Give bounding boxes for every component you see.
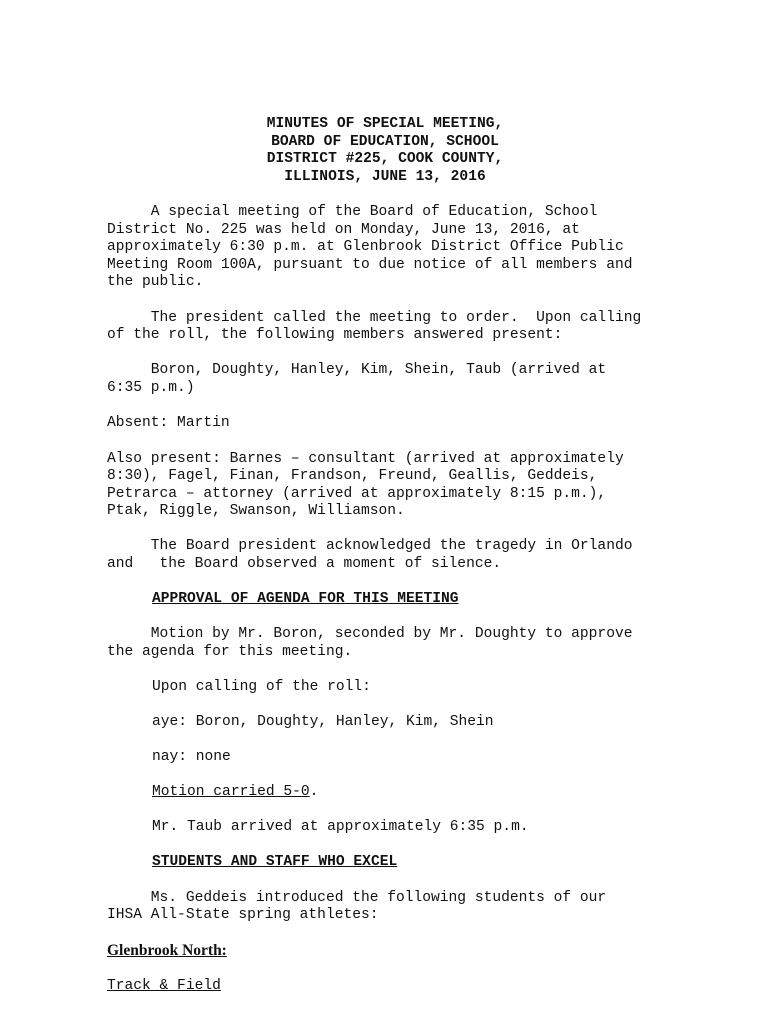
intro-line-2: District No. 225 was held on Monday, June 13, 2016, at bbox=[107, 222, 580, 238]
call-to-order-line-1: The president called the meeting to order. Upon calling bbox=[107, 310, 642, 326]
intro-line-5: the public. bbox=[107, 274, 204, 290]
taub-arrival-line: Mr. Taub arrived at approximately 6:35 p.m. bbox=[152, 819, 529, 835]
motion-result bbox=[152, 784, 318, 802]
intro-line-3: approximately 6:30 p.m. at Glenbrook District Office Public bbox=[107, 239, 624, 255]
orlando-line-1: The Board president acknowledged the tragedy in Orlando bbox=[107, 538, 633, 554]
present-line-2: 6:35 p.m.) bbox=[107, 380, 195, 396]
document-title bbox=[0, 116, 770, 186]
title-line-4: ILLINOIS, JUNE 13, 2016 bbox=[284, 168, 486, 185]
motion-result-period: . bbox=[309, 784, 319, 800]
also-present-line-3: Petrarca – attorney (arrived at approximately 8:15 p.m.), bbox=[107, 486, 607, 502]
agenda-section-heading: APPROVAL OF AGENDA FOR THIS MEETING bbox=[152, 591, 459, 607]
motion-line-1: Motion by Mr. Boron, seconded by Mr. Doughty to approve bbox=[107, 626, 633, 642]
call-to-order-line-2: of the roll, the following members answered present: bbox=[107, 327, 563, 343]
also-present-line-4: Ptak, Riggle, Swanson, Williamson. bbox=[107, 503, 405, 519]
title-line-2: BOARD OF EDUCATION, SCHOOL bbox=[271, 133, 499, 150]
intro-line-1: A special meeting of the Board of Education, School bbox=[107, 204, 598, 220]
motion-line-2: the agenda for this meeting. bbox=[107, 644, 353, 660]
roll-call-line: Upon calling of the roll: bbox=[152, 679, 371, 695]
nay-votes: nay: none bbox=[152, 749, 231, 765]
title-line-3: DISTRICT #225, COOK COUNTY, bbox=[266, 151, 504, 168]
also-present-line-2: 8:30), Fagel, Finan, Frandson, Freund, Geallis, Geddeis, bbox=[107, 468, 598, 484]
orlando-line-2: and the Board observed a moment of silence. bbox=[107, 556, 502, 572]
also-present-line-1: Also present: Barnes – consultant (arrived at approximately bbox=[107, 451, 624, 467]
present-line-1: Boron, Doughty, Hanley, Kim, Shein, Taub (arrived at bbox=[107, 362, 607, 378]
intro-line-4: Meeting Room 100A, pursuant to due notice of all members and bbox=[107, 257, 633, 273]
sport-heading: Track & Field bbox=[107, 978, 221, 994]
geddeis-line-1: Ms. Geddeis introduced the following students of our bbox=[107, 890, 607, 906]
absent-line: Absent: Martin bbox=[107, 415, 230, 431]
motion-result-text: Motion carried 5-0 bbox=[152, 784, 310, 800]
excel-section-heading: STUDENTS AND STAFF WHO EXCEL bbox=[152, 854, 398, 870]
aye-votes: aye: Boron, Doughty, Hanley, Kim, Shein bbox=[152, 714, 494, 730]
school-heading: Glenbrook North: bbox=[107, 942, 227, 959]
title-line-1: MINUTES OF SPECIAL MEETING, bbox=[266, 116, 504, 132]
geddeis-line-2: IHSA All-State spring athletes: bbox=[107, 907, 379, 923]
